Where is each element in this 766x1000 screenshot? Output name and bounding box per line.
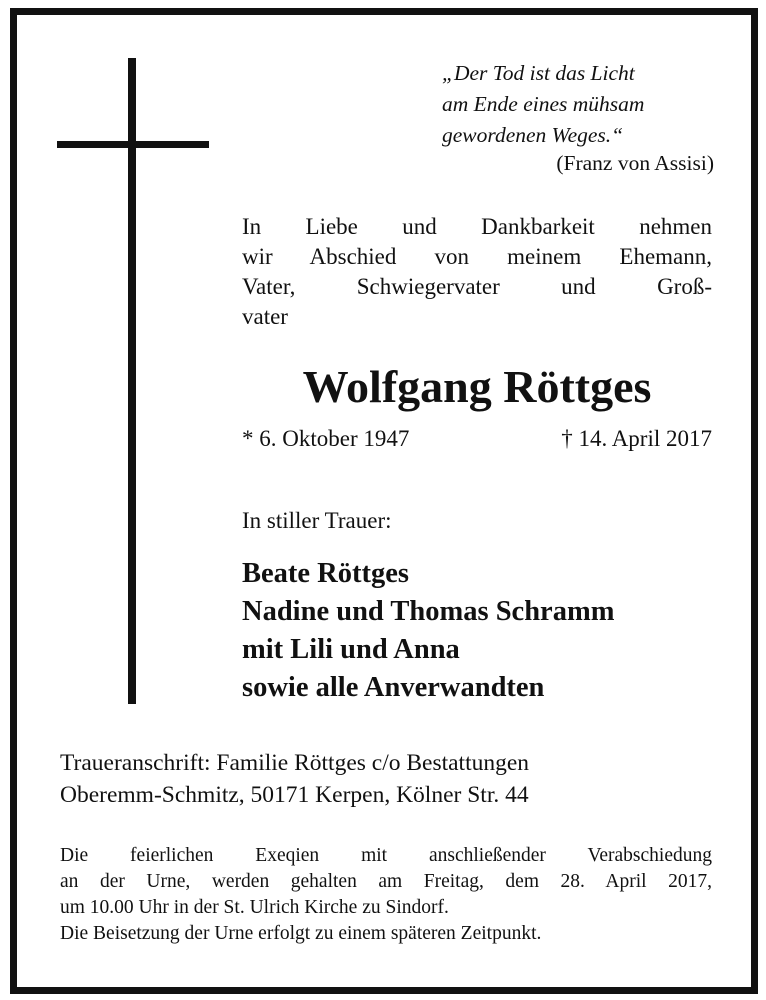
quote-line: gewordenen Weges.“ [442,123,624,147]
deceased-name: Wolfgang Röttges [302,361,652,412]
death-date: † 14. April 2017 [561,426,712,451]
intro-line: Vater, Schwiegervater und Groß- [242,274,712,299]
service-line: Die Beisetzung der Urne erfolgt zu einem späteren Zeitpunkt. [60,923,542,944]
mourners-list [242,555,712,707]
mourner-line: Nadine und Thomas Schramm [242,596,615,627]
birth-date: * 6. Oktober 1947 [242,426,410,451]
quote [442,58,722,151]
mourner-line: mit Lili und Anna [242,634,460,665]
intro-line: In Liebe und Dankbarkeit nehmen [242,214,712,239]
mourning-address [60,747,700,811]
intro-line: vater [242,304,288,329]
service-line: an der Urne, werden gehalten am Freitag, dem 28. April 2017, [60,871,712,892]
mourner-line: sowie alle Anverwandten [242,672,545,703]
intro-text [242,212,712,332]
mourning-label: In stiller Trauer: [242,508,392,533]
quote-line: „Der Tod ist das Licht [442,61,635,85]
intro-line: wir Abschied von meinem Ehemann, [242,244,712,269]
cross-icon-bar [57,141,209,148]
service-line: Die feierlichen Exeqien mit anschließender Verabschiedung [60,845,712,866]
cross-icon [128,58,136,704]
address-line: Oberemm-Schmitz, 50171 Kerpen, Kölner Str. 44 [60,782,529,808]
mourner-line: Beate Röttges [242,558,409,589]
life-dates [242,426,712,452]
service-info [60,843,712,947]
quote-author: (Franz von Assisi) [556,151,714,175]
service-line: um 10.00 Uhr in der St. Ulrich Kirche zu Sindorf. [60,897,449,918]
address-line: Traueranschrift: Familie Röttges c/o Bestattungen [60,750,530,776]
quote-line: am Ende eines mühsam [442,92,645,116]
